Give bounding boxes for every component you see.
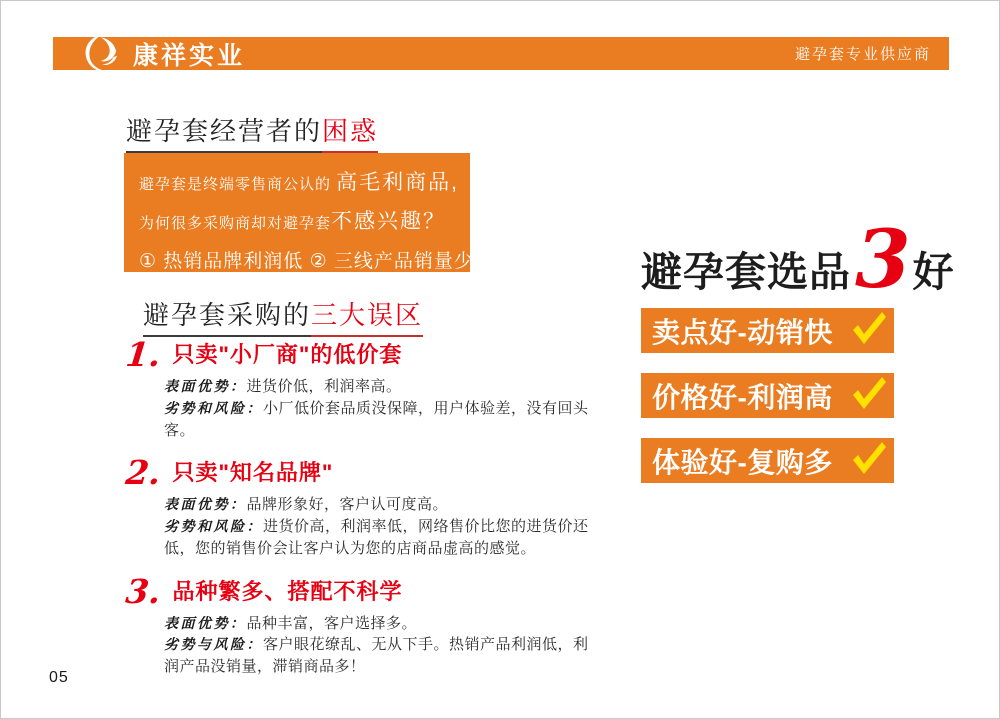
item-number: 2. [123, 453, 163, 493]
insight-line-2-big: 不感兴趣？ [331, 210, 447, 233]
mistake-item-1-head [123, 335, 596, 374]
row-label: 表面优势： [164, 615, 247, 632]
row-text: 进货价低，利润率高。 [246, 378, 402, 395]
header-bar [53, 37, 949, 70]
brand-name: 康祥实业 [133, 41, 246, 70]
phoenix-swirl-icon [79, 32, 123, 76]
section-title-purchase-mistakes [143, 295, 423, 332]
check-icon [850, 440, 888, 476]
row-text: 品牌形象好，客户认可度高。 [246, 496, 449, 514]
insight-box [124, 153, 474, 272]
title-text-red: 困惑 [322, 116, 378, 153]
item-row-risk [164, 634, 596, 678]
item-row-risk [164, 516, 596, 560]
mistake-item-3-head [123, 571, 596, 611]
title-text-black: 避孕套采购的 [143, 300, 311, 337]
row-text: 小厂低价套品质没保障，用户体验差，没有回头客。 [164, 399, 589, 439]
insight-line-1 [139, 166, 460, 196]
selection-headline [641, 212, 955, 306]
title-text-black: 避孕套经营者的 [126, 116, 322, 153]
insight-line-2 [139, 205, 460, 235]
banner-label: 价格好-利润高 [652, 381, 833, 413]
item-row-risk [164, 398, 596, 442]
item-row-advantage [164, 613, 596, 635]
mistake-item-2-body [164, 494, 596, 559]
row-text: 客户眼花缭乱、无从下手。热销产品利润低，利润产品没销量，滞销商品多！ [164, 636, 589, 675]
row-label: 劣势和风险： [164, 400, 263, 417]
row-text: 进货价高，利润率低，网络售价比您的进货价还低，您的销售价会让客户认为您的店商品虚高的感觉。 [164, 518, 589, 557]
mistake-item-3-body [164, 613, 596, 678]
item-number: 3. [123, 571, 163, 611]
row-label: 表面优势： [164, 379, 247, 395]
mistake-list [123, 335, 596, 693]
header-tagline: 避孕套专业供应商 [794, 46, 931, 63]
benefit-banner-1 [641, 308, 894, 353]
mistake-item-1 [123, 335, 596, 441]
benefit-banner-list [641, 308, 894, 503]
headline-prefix: 避孕套选品 [641, 247, 851, 296]
item-row-advantage [164, 494, 596, 516]
section-title-operator-confusion [126, 111, 378, 148]
insight-line-1-small: 避孕套是终端零售商公认的 [139, 176, 337, 193]
row-label: 表面优势： [164, 497, 247, 514]
row-label: 劣势与风险： [164, 637, 263, 654]
headline-big-3: 3 [855, 212, 911, 306]
item-title: 只卖"知名品牌" [172, 460, 334, 486]
banner-label: 卖点好-动销快 [652, 316, 833, 348]
headline-suffix: 好 [912, 247, 955, 296]
mistake-item-2-head [123, 453, 596, 493]
mistake-item-3 [123, 571, 596, 678]
item-row-advantage [164, 376, 596, 398]
row-text: 品种丰富，客户选择多。 [246, 614, 418, 632]
row-label: 劣势和风险： [164, 519, 263, 535]
item-title: 只卖"小厂商"的低价套 [172, 342, 403, 367]
page-number: 05 [49, 669, 69, 686]
title-text-red: 三大误区 [311, 300, 423, 337]
item-number: 1. [123, 335, 163, 374]
check-icon [850, 310, 888, 346]
mistake-item-2 [123, 453, 596, 559]
insight-line-2-small: 为何很多采购商却对避孕套 [139, 215, 332, 232]
item-title: 品种繁多、搭配不科学 [172, 578, 403, 604]
check-icon [850, 375, 888, 411]
mistake-item-1-body [164, 376, 596, 441]
benefit-banner-2 [641, 373, 894, 418]
banner-label: 体验好-复购多 [652, 446, 833, 478]
benefit-banner-3 [641, 438, 894, 483]
insight-line-1-big: 高毛利商品, [336, 171, 460, 194]
insight-line-3: ① 热销品牌利润低 ② 三线产品销量少 [139, 251, 474, 272]
